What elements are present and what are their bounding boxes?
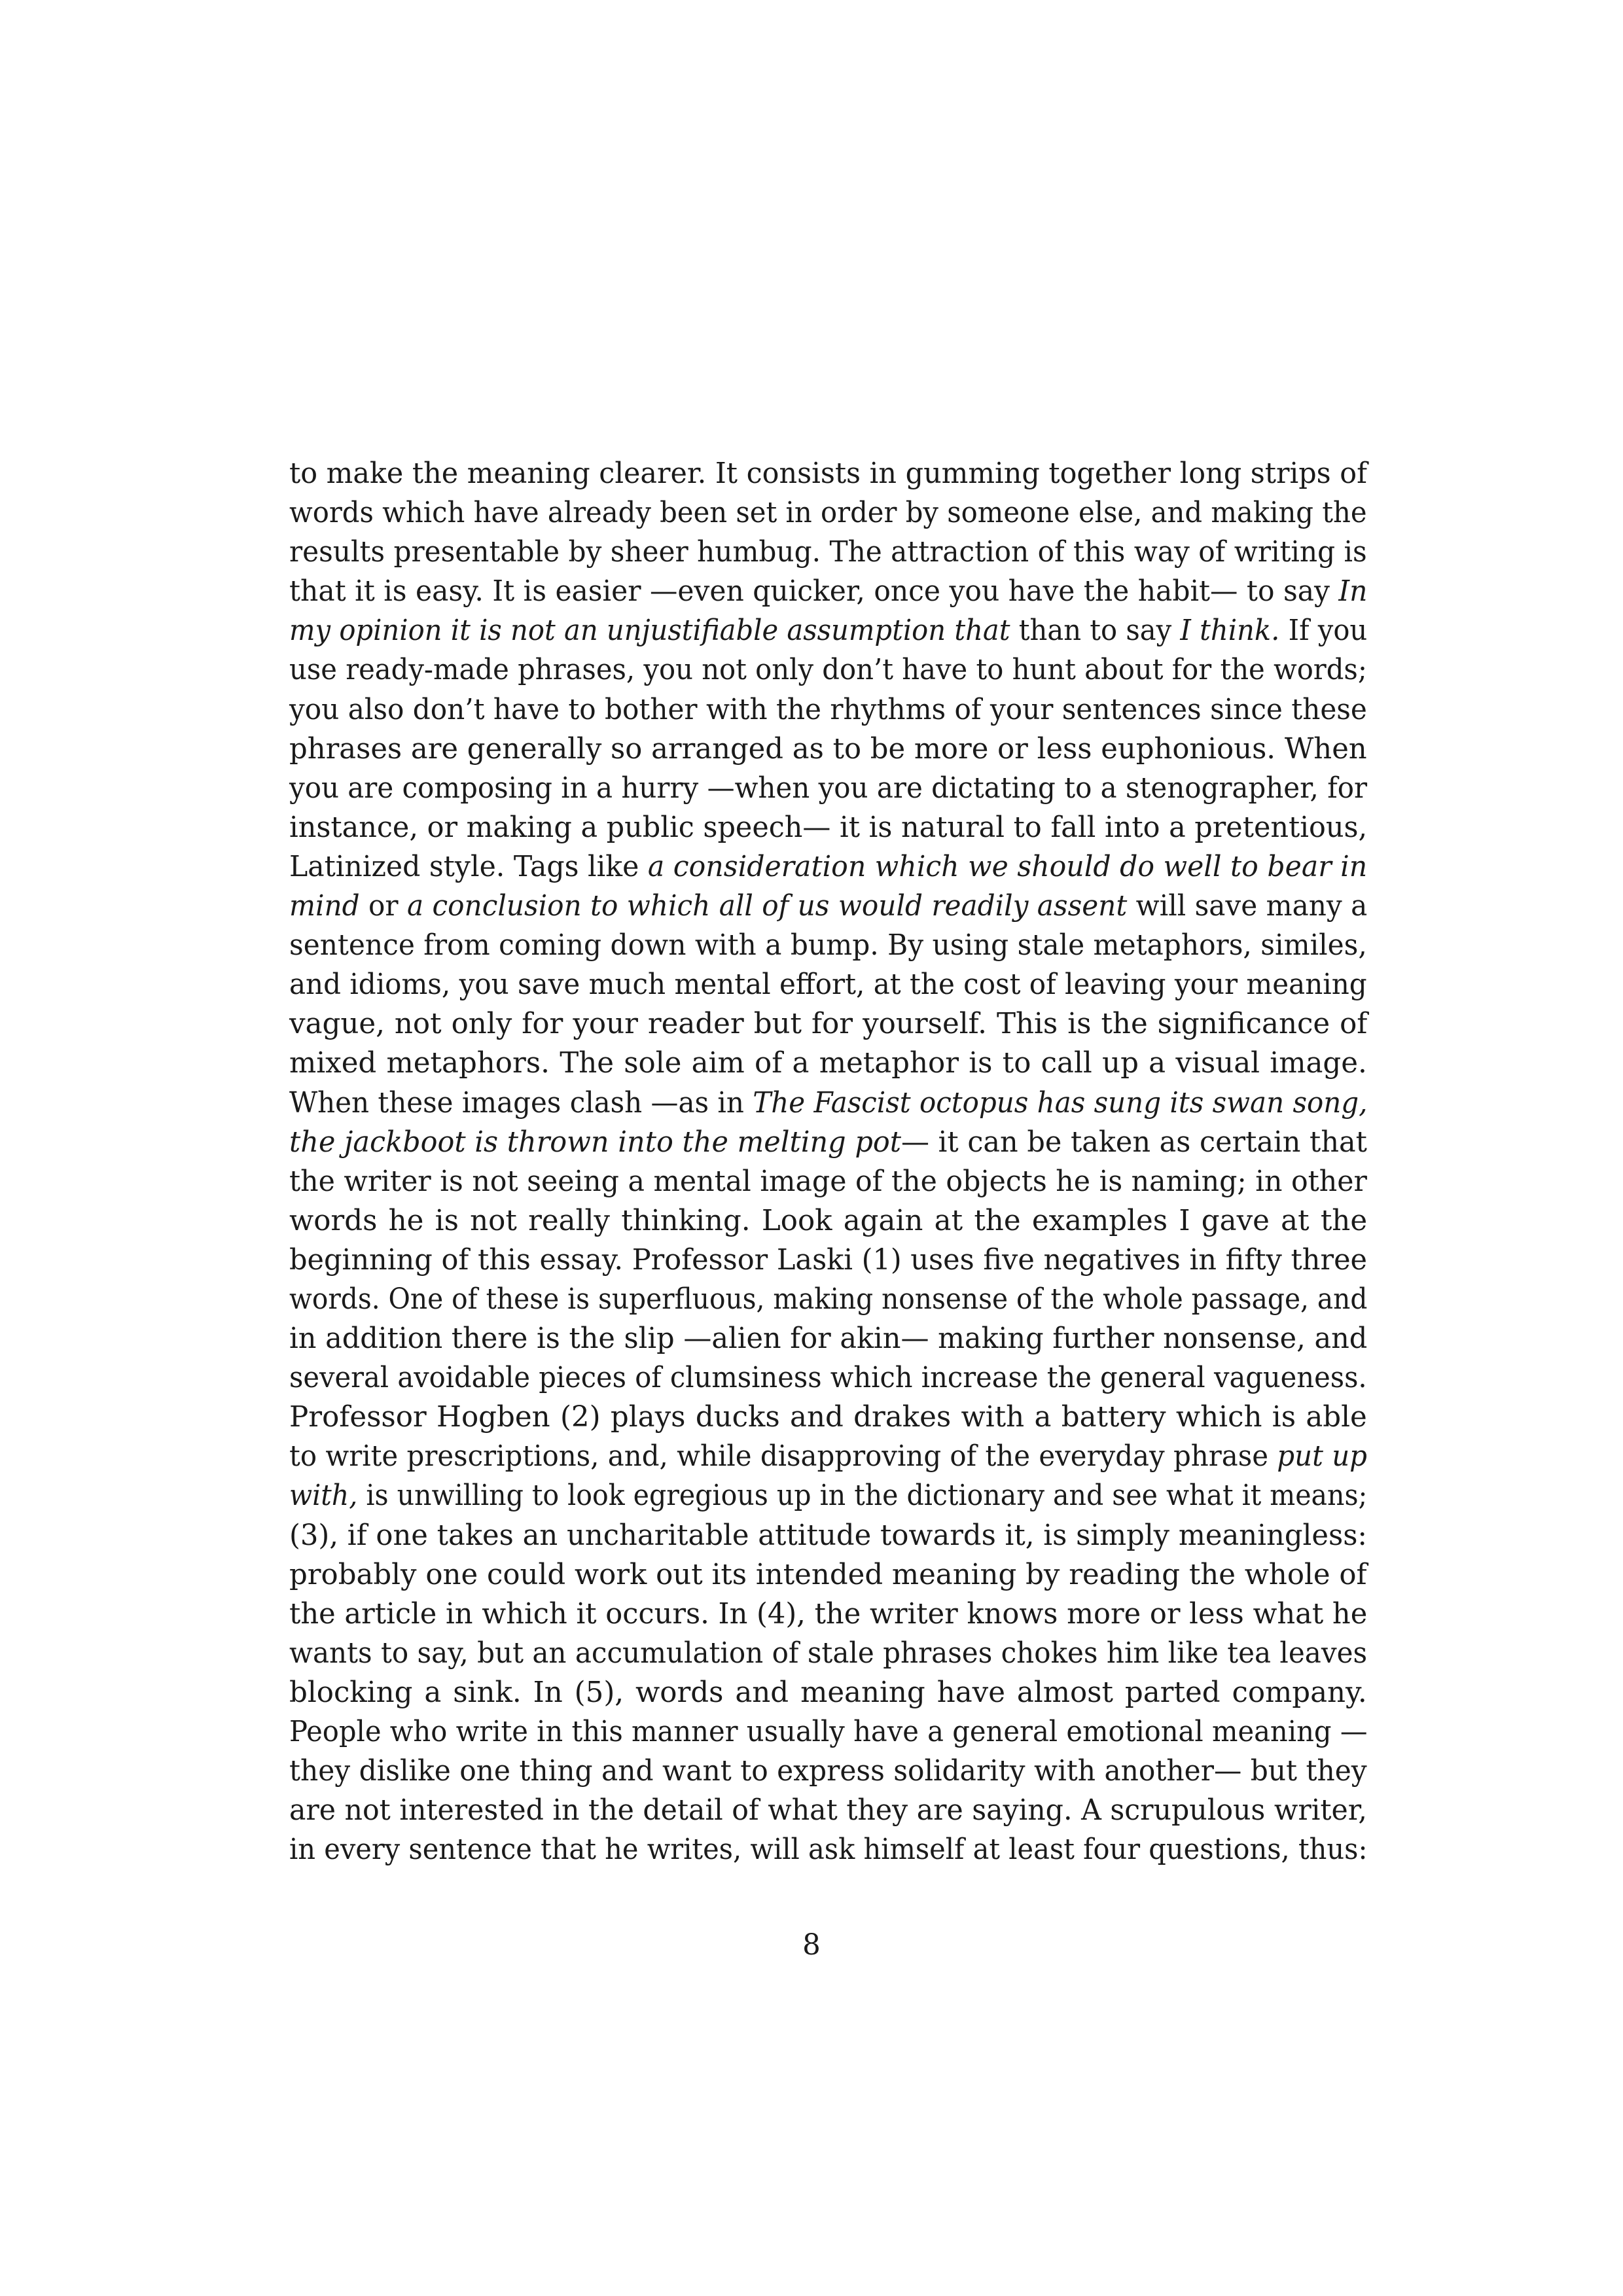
- italic-phrase: put up: [1277, 1440, 1367, 1474]
- text-run: instance, or making a public speech— it is natural to fall into a pretentious,: [289, 811, 1368, 844]
- text-line: [289, 1555, 1367, 1595]
- italic-phrase: a conclusion to which all of us would readily assent: [406, 890, 1128, 923]
- text-line: [289, 808, 1367, 847]
- text-line: [289, 533, 1367, 572]
- text-run: are not interested in the detail of what they are saying. A scrupulous writer,: [289, 1794, 1367, 1828]
- text-run: will save many a: [1127, 890, 1368, 923]
- text-line: [289, 1437, 1367, 1476]
- text-run: in every sentence that he writes, will ask himself at least four questions, thus:: [289, 1833, 1368, 1867]
- italic-phrase: a consideration which we should do well to bear in: [647, 850, 1368, 883]
- text-run: you are composing in a hurry —when you are dictating to a stenographer, for: [289, 771, 1368, 805]
- text-run: wants to say, but an accumulation of stale phrases chokes him like tea leaves: [289, 1636, 1368, 1670]
- italic-phrase: In: [1338, 575, 1368, 609]
- text-run: vague, not only for your reader but for yourself. This is the significance of: [289, 1008, 1368, 1041]
- text-run: Professor Hogben (2) plays ducks and drakes with a battery which is able: [289, 1401, 1367, 1434]
- text-run: sentence from coming down with a bump. By using stale metaphors, similes,: [289, 929, 1367, 963]
- text-line: [289, 690, 1367, 730]
- text-line: [289, 1280, 1367, 1319]
- text-run: use ready-made phrases, you not only don’t have to hunt about for the words;: [289, 654, 1367, 687]
- italic-phrase: my opinion it is not an unjustifiable assumption that: [289, 614, 1010, 648]
- text-line: [289, 847, 1367, 887]
- text-run: several avoidable pieces of clumsiness which increase the general vagueness.: [289, 1362, 1367, 1395]
- text-line: [289, 1162, 1367, 1201]
- text-run: results presentable by sheer humbug. The attraction of this way of writing is: [289, 536, 1367, 569]
- text-run: they dislike one thing and want to express solidarity with another— but they: [289, 1755, 1367, 1788]
- text-run: Latinized style. Tags like: [289, 850, 648, 883]
- text-run: — it can be taken as certain that: [901, 1125, 1367, 1159]
- text-line: [289, 1516, 1367, 1555]
- text-line: [289, 965, 1367, 1004]
- body-paragraph: [289, 454, 1367, 1869]
- text-line: [289, 493, 1367, 533]
- text-line: [289, 1752, 1367, 1791]
- text-line: [289, 1241, 1367, 1280]
- text-run: words. One of these is superfluous, making nonsense of the whole passage, and: [289, 1282, 1368, 1316]
- text-run: the article in which it occurs. In (4), the writer knows more or less what he: [289, 1597, 1368, 1631]
- text-run: and idioms, you save much mental effort, at the cost of leaving your meaning: [289, 968, 1367, 1002]
- text-line: [289, 1201, 1367, 1241]
- text-run: If you: [1279, 614, 1368, 648]
- text-line: [289, 1123, 1367, 1162]
- page-number: 8: [802, 1929, 821, 1962]
- text-run: than to say: [1010, 614, 1181, 648]
- text-run: mixed metaphors. The sole aim of a metaphor is to call up a visual image.: [289, 1047, 1367, 1080]
- text-run: words which have already been set in order by someone else, and making the: [289, 497, 1367, 530]
- italic-phrase: The Fascist octopus has sung its swan song,: [753, 1086, 1368, 1120]
- text-line: [289, 887, 1367, 926]
- text-line: [289, 611, 1367, 650]
- text-run: the writer is not seeing a mental image of the objects he is naming; in other: [289, 1165, 1367, 1198]
- text-run: that it is easy. It is easier —even quicker, once you have the habit— to say: [289, 575, 1339, 609]
- text-run: words he is not really thinking. Look again at the examples I gave at the: [289, 1204, 1368, 1237]
- text-line: [289, 1712, 1367, 1752]
- text-line: [289, 1634, 1367, 1673]
- text-line: [289, 454, 1367, 493]
- italic-phrase: with,: [289, 1479, 358, 1513]
- text-line: [289, 1595, 1367, 1634]
- text-line: [289, 769, 1367, 808]
- text-run: is unwilling to look egregious up in the dictionary and see what it means;: [357, 1479, 1368, 1513]
- text-run: People who write in this manner usually have a general emotional meaning —: [289, 1716, 1368, 1748]
- text-line: [289, 572, 1367, 611]
- text-run: blocking a sink. In (5), words and meaning have almost parted company.: [289, 1676, 1367, 1709]
- text-line: [289, 926, 1367, 965]
- italic-phrase: the jackboot is thrown into the melting pot: [289, 1125, 902, 1159]
- text-line: [289, 1673, 1367, 1712]
- italic-phrase: mind: [289, 890, 360, 923]
- text-run: phrases are generally so arranged as to be more or less euphonious. When: [289, 732, 1367, 766]
- text-run: probably one could work out its intended meaning by reading the whole of: [289, 1558, 1367, 1591]
- text-run: or: [359, 890, 407, 923]
- italic-phrase: I think.: [1180, 614, 1280, 648]
- text-line: [289, 1004, 1367, 1044]
- text-line: [289, 1319, 1367, 1358]
- text-run: (3), if one takes an uncharitable attitude towards it, is simply meaningless:: [289, 1519, 1367, 1552]
- text-run: to make the meaning clearer. It consists in gumming together long strips of: [289, 457, 1367, 490]
- text-line: [289, 650, 1367, 690]
- text-run: to write prescriptions, and, while disapproving of the everyday phrase: [289, 1440, 1277, 1474]
- text-run: in addition there is the slip —alien for akin— making further nonsense, and: [289, 1322, 1368, 1356]
- text-run: When these images clash —as in: [289, 1086, 753, 1120]
- text-line: [289, 1476, 1367, 1515]
- text-line: [289, 1830, 1367, 1869]
- text-line: [289, 1791, 1367, 1830]
- text-line: [289, 1084, 1367, 1123]
- text-line: [289, 1044, 1367, 1083]
- text-line: [289, 1358, 1367, 1398]
- text-line: [289, 730, 1367, 769]
- text-run: you also don’t have to bother with the rhythms of your sentences since these: [289, 693, 1367, 726]
- text-line: [289, 1398, 1367, 1437]
- text-run: beginning of this essay. Professor Laski (1) uses five negatives in fifty three: [289, 1243, 1368, 1277]
